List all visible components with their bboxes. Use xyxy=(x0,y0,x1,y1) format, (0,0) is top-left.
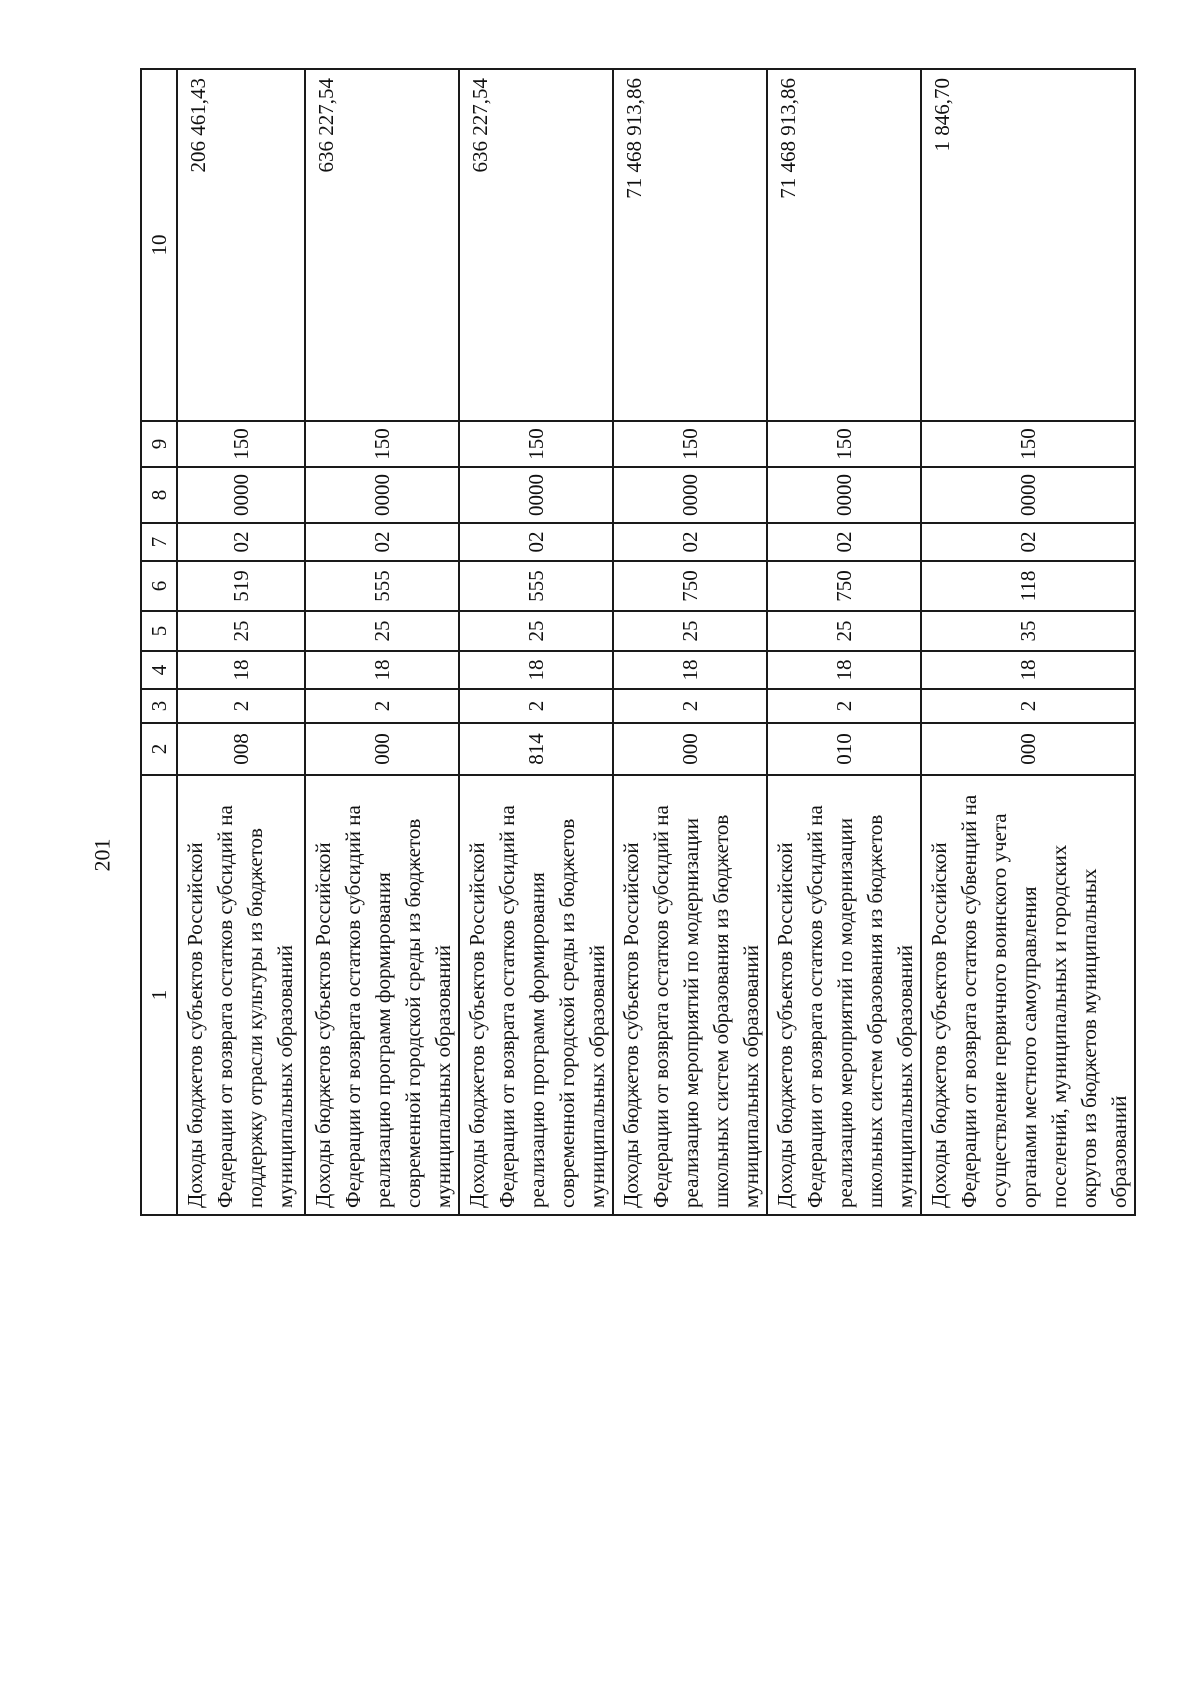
subgroup-code-cell: 18 xyxy=(767,651,921,689)
table-row xyxy=(613,69,767,1215)
group-code-cell: 2 xyxy=(459,689,613,723)
element-code-cell: 02 xyxy=(767,523,921,561)
table-row xyxy=(921,69,1135,1215)
element-code-cell: 02 xyxy=(177,523,305,561)
amount-cell: 71 468 913,86 xyxy=(613,69,767,421)
group-code-cell: 2 xyxy=(613,689,767,723)
group-code-cell: 2 xyxy=(921,689,1135,723)
amount-cell: 636 227,54 xyxy=(305,69,459,421)
element-code-cell: 02 xyxy=(613,523,767,561)
row-description: Доходы бюджетов субъектов Российской Федерации от возврата остатков субсидий на реализацию программ формирования современной городской среды из бюджетов муниципальных образований xyxy=(459,775,613,1215)
group-code-cell: 2 xyxy=(305,689,459,723)
header-col-8: 8 xyxy=(141,467,177,523)
header-col-7: 7 xyxy=(141,523,177,561)
amount-cell: 1 846,70 xyxy=(921,69,1135,421)
row-description: Доходы бюджетов субъектов Российской Федерации от возврата остатков субсидий на реализацию мероприятий по модернизации школьных систем образования из бюджетов муниципальных образований xyxy=(613,775,767,1215)
program-code-cell: 0000 xyxy=(613,467,767,523)
row-description: Доходы бюджетов субъектов Российской Федерации от возврата остатков субвенций на осуществление первичного воинского учета органами местного самоуправления поселений, муниципальных и городских округов из бюджетов муниципальных образований xyxy=(921,775,1135,1215)
table-row xyxy=(305,69,459,1215)
program-code-cell: 0000 xyxy=(177,467,305,523)
subarticle-code-cell: 555 xyxy=(305,561,459,611)
program-code-cell: 0000 xyxy=(921,467,1135,523)
header-col-6: 6 xyxy=(141,561,177,611)
header-col-5: 5 xyxy=(141,611,177,651)
table-row xyxy=(767,69,921,1215)
program-code-cell: 0000 xyxy=(767,467,921,523)
article-code-cell: 25 xyxy=(613,611,767,651)
header-col-2: 2 xyxy=(141,723,177,775)
economic-code-cell: 150 xyxy=(767,421,921,467)
table-row xyxy=(459,69,613,1215)
header-row xyxy=(141,69,177,1215)
article-code-cell: 25 xyxy=(767,611,921,651)
subgroup-code-cell: 18 xyxy=(459,651,613,689)
subarticle-code-cell: 555 xyxy=(459,561,613,611)
budget-revenue-table xyxy=(140,68,1136,1216)
admin-code-cell: 814 xyxy=(459,723,613,775)
program-code-cell: 0000 xyxy=(305,467,459,523)
admin-code-cell: 000 xyxy=(305,723,459,775)
subgroup-code-cell: 18 xyxy=(305,651,459,689)
economic-code-cell: 150 xyxy=(613,421,767,467)
subgroup-code-cell: 18 xyxy=(177,651,305,689)
amount-cell: 636 227,54 xyxy=(459,69,613,421)
page-number-text: 201 xyxy=(89,838,114,872)
element-code-cell: 02 xyxy=(459,523,613,561)
row-description: Доходы бюджетов субъектов Российской Федерации от возврата остатков субсидий на реализацию программ формирования современной городской среды из бюджетов муниципальных образований xyxy=(305,775,459,1215)
row-description: Доходы бюджетов субъектов Российской Федерации от возврата остатков субсидий на реализацию мероприятий по модернизации школьных систем образования из бюджетов муниципальных образований xyxy=(767,775,921,1215)
page-number xyxy=(82,835,122,875)
admin-code-cell: 000 xyxy=(613,723,767,775)
group-code-cell: 2 xyxy=(767,689,921,723)
amount-cell: 71 468 913,86 xyxy=(767,69,921,421)
article-code-cell: 25 xyxy=(459,611,613,651)
economic-code-cell: 150 xyxy=(177,421,305,467)
article-code-cell: 35 xyxy=(921,611,1135,651)
element-code-cell: 02 xyxy=(921,523,1135,561)
economic-code-cell: 150 xyxy=(305,421,459,467)
program-code-cell: 0000 xyxy=(459,467,613,523)
admin-code-cell: 008 xyxy=(177,723,305,775)
header-col-4: 4 xyxy=(141,651,177,689)
admin-code-cell: 000 xyxy=(921,723,1135,775)
subgroup-code-cell: 18 xyxy=(921,651,1135,689)
rotated-table-area xyxy=(140,70,1131,1216)
economic-code-cell: 150 xyxy=(921,421,1135,467)
subarticle-code-cell: 519 xyxy=(177,561,305,611)
group-code-cell: 2 xyxy=(177,689,305,723)
row-description: Доходы бюджетов субъектов Российской Федерации от возврата остатков субсидий на поддержку отрасли культуры из бюджетов муниципальных образований xyxy=(177,775,305,1215)
article-code-cell: 25 xyxy=(305,611,459,651)
element-code-cell: 02 xyxy=(305,523,459,561)
header-col-9: 9 xyxy=(141,421,177,467)
header-col-3: 3 xyxy=(141,689,177,723)
article-code-cell: 25 xyxy=(177,611,305,651)
subarticle-code-cell: 750 xyxy=(767,561,921,611)
header-col-1: 1 xyxy=(141,775,177,1215)
economic-code-cell: 150 xyxy=(459,421,613,467)
table-row xyxy=(177,69,305,1215)
subarticle-code-cell: 118 xyxy=(921,561,1135,611)
subgroup-code-cell: 18 xyxy=(613,651,767,689)
amount-cell: 206 461,43 xyxy=(177,69,305,421)
admin-code-cell: 010 xyxy=(767,723,921,775)
header-col-10: 10 xyxy=(141,69,177,421)
subarticle-code-cell: 750 xyxy=(613,561,767,611)
